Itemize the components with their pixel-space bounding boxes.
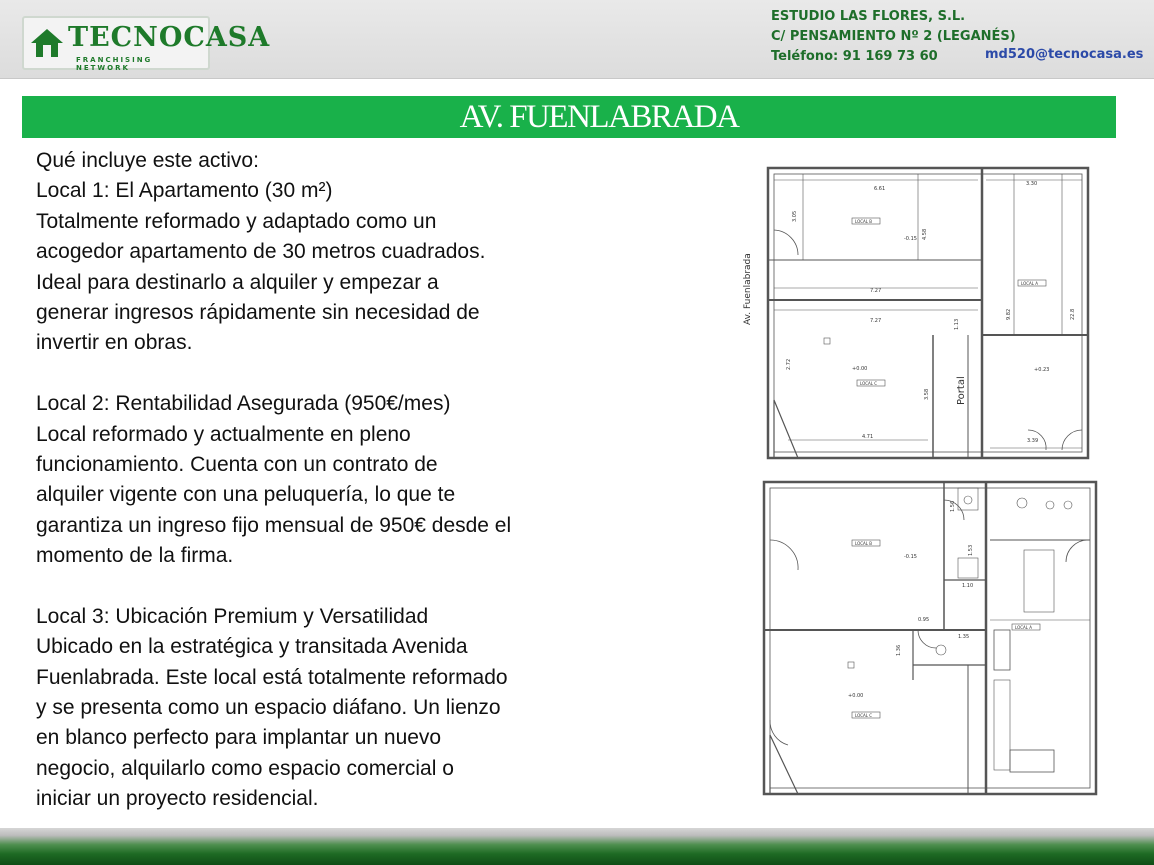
description-line: Local reformado y actualmente en pleno: [36, 422, 411, 446]
floor-plan-top-labels: [743, 181, 1076, 444]
dimension-label: 1.35: [958, 634, 970, 640]
room-label: LOCAL C: [855, 713, 873, 718]
footer-band: [0, 828, 1154, 865]
room-label: LOCAL B: [855, 541, 873, 546]
dimension-label: 3.39: [1027, 438, 1039, 444]
room-label: LOCAL A: [1021, 281, 1038, 286]
description-line: invertir en obras.: [36, 331, 193, 355]
level-label: -0.15: [904, 236, 917, 242]
description-line: Local 2: Rentabilidad Asegurada (950€/mes): [36, 392, 451, 416]
description-line: acogedor apartamento de 30 metros cuadrados.: [36, 240, 486, 264]
dimension-label: 1.13: [954, 318, 960, 330]
description-line: negocio, alquilarlo como espacio comercial o: [36, 756, 454, 780]
floor-plan-bottom-labels: [848, 501, 1032, 718]
company-phone: Teléfono: 91 169 73 60: [771, 49, 938, 64]
description-spacer: [36, 359, 596, 389]
dimension-label: 9.82: [1006, 308, 1012, 320]
floor-plan-top: [768, 168, 1088, 458]
dimension-label: 1.10: [962, 583, 974, 589]
dimension-label: 6.61: [874, 186, 886, 192]
portal-label: Portal: [956, 376, 967, 405]
description-line: en blanco perfecto para implantar un nuevo: [36, 726, 442, 750]
dimension-label: 3.05: [792, 210, 798, 222]
description-line: generar ingresos rápidamente sin necesidad de: [36, 300, 480, 324]
level-label: +0.00: [848, 693, 864, 699]
street-label: Av. Fuenlabrada: [743, 253, 753, 325]
room-label: LOCAL C: [860, 381, 878, 386]
room-label: LOCAL A: [1015, 625, 1032, 630]
description-line: Local 1: El Apartamento (30 m²): [36, 179, 333, 203]
description-line: funcionamiento. Cuenta con un contrato de: [36, 452, 438, 476]
dimension-label: 1.56: [950, 500, 956, 512]
dimension-label: 4.71: [862, 434, 874, 440]
dimension-label: 7.27: [870, 318, 882, 324]
description: [36, 146, 596, 815]
dimension-label: 3.30: [1026, 181, 1038, 187]
dimension-label: 1.53: [968, 544, 974, 556]
dimension-label: 4.58: [922, 228, 928, 240]
description-line: Fuenlabrada. Este local está totalmente reformado: [36, 665, 508, 689]
floor-plans: [728, 160, 1128, 800]
company-info: [771, 7, 1016, 67]
company-name: ESTUDIO LAS FLORES, S.L.: [771, 9, 966, 24]
level-label: +0.00: [852, 366, 868, 372]
house-icon: [30, 28, 64, 58]
description-line: Qué incluye este activo:: [36, 149, 259, 172]
dimension-label: 7.27: [870, 288, 882, 294]
description-line: momento de la firma.: [36, 544, 234, 568]
dimension-label: 2.72: [786, 358, 792, 370]
dimension-label: 22.8: [1070, 308, 1076, 320]
company-address: C/ PENSAMIENTO Nº 2 (LEGANÉS): [771, 29, 1016, 44]
description-line: Totalmente reformado y adaptado como un: [36, 209, 437, 233]
tecnocasa-logo[interactable]: [22, 16, 271, 72]
description-line: Ideal para destinarlo a alquiler y empezar a: [36, 270, 439, 294]
description-line: Local 3: Ubicación Premium y Versatilidad: [36, 604, 429, 628]
dimension-label: 3.58: [924, 388, 930, 400]
description-line: y se presenta como un espacio diáfano. Un lienzo: [36, 696, 501, 720]
logo-text: TECNOCASA: [68, 22, 271, 53]
page-title: AV. FUENLABRADA: [459, 99, 739, 135]
description-line: iniciar un proyecto residencial.: [36, 787, 319, 811]
dimension-label: 1.36: [896, 644, 902, 656]
description-line: garantiza un ingreso fijo mensual de 950€ desde el: [36, 513, 512, 537]
header: [0, 0, 1154, 79]
description-spacer: [36, 571, 596, 601]
description-line: Ubicado en la estratégica y transitada Avenida: [36, 635, 468, 659]
company-email[interactable]: md520@tecnocasa.es: [985, 47, 1144, 62]
logo-subtitle: FRANCHISING NETWORK: [76, 56, 153, 72]
dimension-label: 0.95: [918, 617, 930, 623]
level-label: +0.23: [1034, 367, 1050, 373]
description-line: alquiler vigente con una peluquería, lo que te: [36, 483, 456, 507]
level-label: -0.15: [904, 554, 917, 560]
title-banner: [22, 96, 1116, 138]
floor-plan-bottom: [764, 482, 1096, 794]
room-label: LOCAL B: [855, 219, 873, 224]
